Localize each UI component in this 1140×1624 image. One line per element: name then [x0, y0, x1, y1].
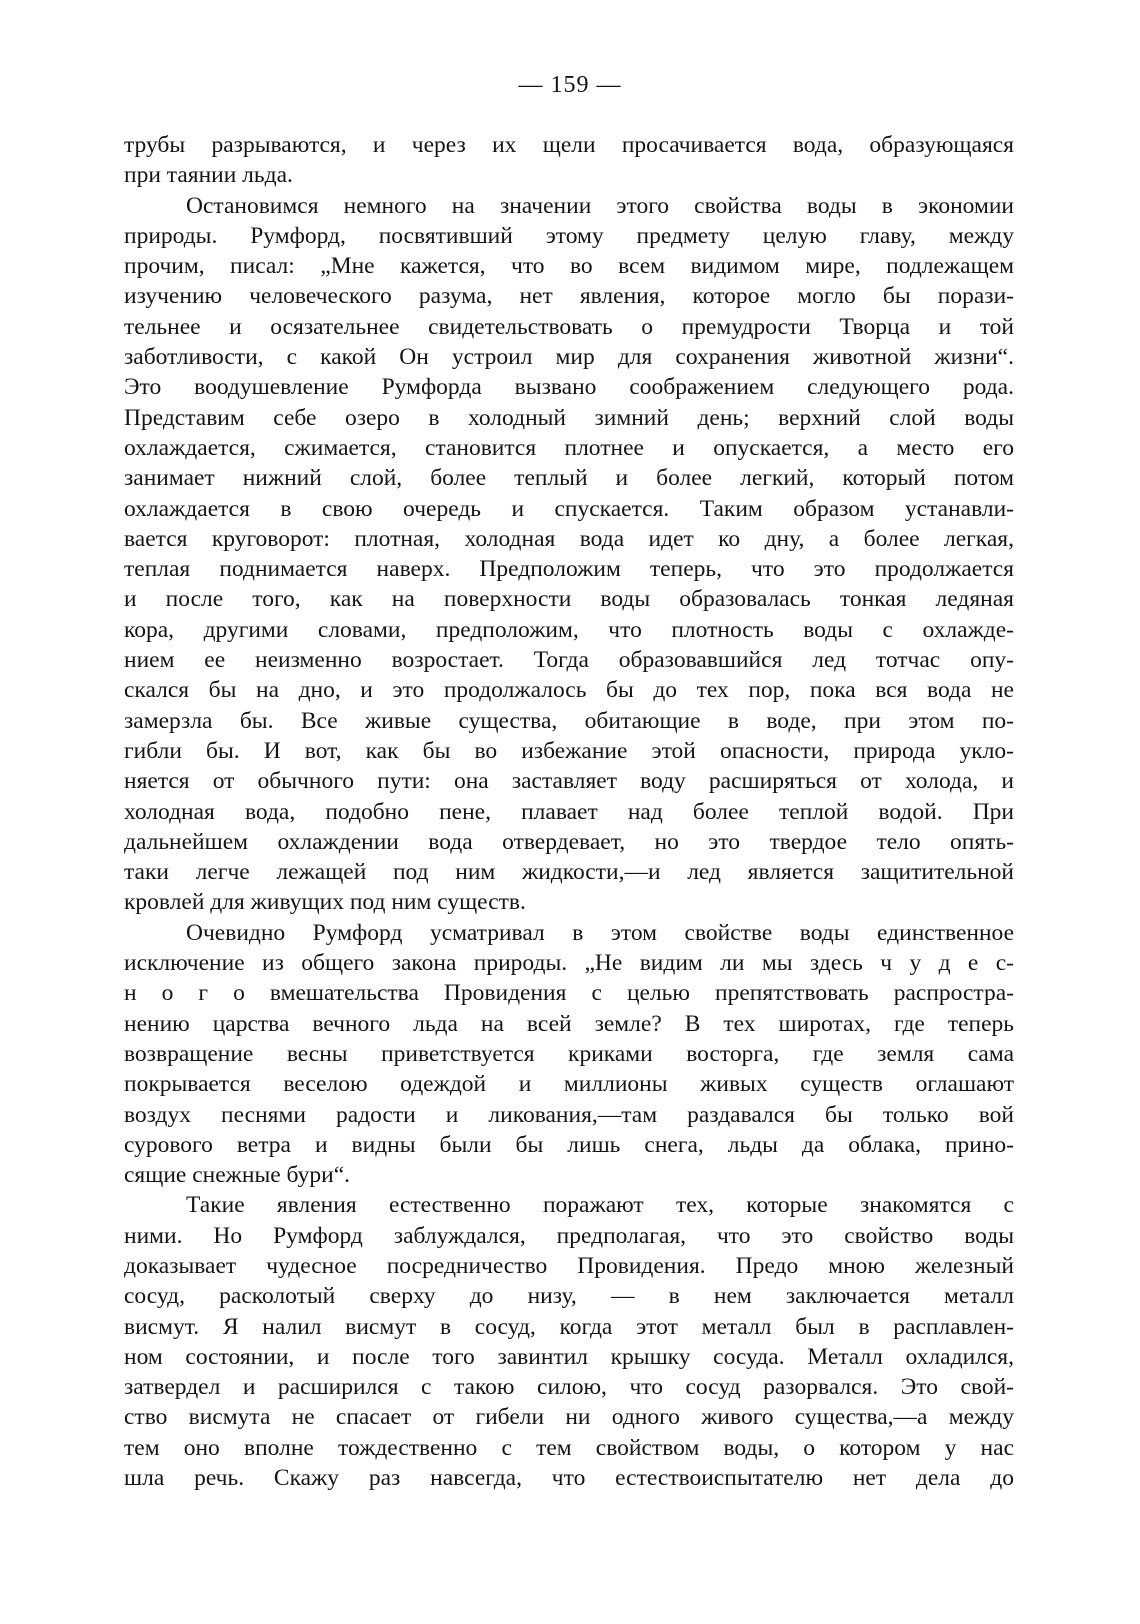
- text-line: прочим, писал: „Мне кажется, что во всем видимом мире, подлежащем: [124, 253, 1014, 280]
- text-line: висмут. Я налил висмут в сосуд, когда этот металл был в расплавлен-: [124, 1313, 1014, 1340]
- text-line: няется от обычного пути: она заставляет воду расширяться от холода, и: [124, 768, 1014, 795]
- text-line: замерзла бы. Все живые существа, обитающие в воде, при этом по-: [124, 707, 1014, 734]
- text-line: охлаждается в свою очередь и спускается. Таким образом устанавли-: [124, 495, 1014, 522]
- text-line: теплая поднимается наверх. Предположим теперь, что это продолжается: [124, 556, 1014, 583]
- text-line: таки легче лежащей под ним жидкости,—и лед является защитительной: [124, 859, 1014, 886]
- text-line: тельнее и осязательнее свидетельствовать о премудрости Творца и той: [124, 313, 1014, 340]
- text-line: скался бы на дно, и это продолжалось бы до тех пор, пока вся вода не: [124, 677, 1014, 704]
- text-line: возвращение весны приветствуется криками восторга, где земля сама: [124, 1040, 1014, 1067]
- text-line: сящие снежные бури“.: [124, 1162, 351, 1189]
- text-line: кровлей для живущих под ним существ.: [124, 889, 526, 916]
- text-line: нием ее неизменно возростает. Тогда образовавшийся лед тотчас опу-: [124, 647, 1014, 674]
- text-line: тем оно вполне тождественно с тем свойством воды, о котором у нас: [124, 1434, 1014, 1461]
- text-line: Остановимся немного на значении этого свойства воды в экономии: [186, 192, 1014, 219]
- text-line: нению царства вечного льда на всей земле? В тех широтах, где теперь: [124, 1010, 1014, 1037]
- text-line: заботливости, с какой Он устроил мир для сохранения животной жизни“.: [124, 344, 1014, 371]
- text-line: ними. Но Румфорд заблуждался, предполагая, что это свойство воды: [124, 1222, 1014, 1249]
- text-line: шла речь. Скажу раз навсегда, что естествоиспытателю нет дела до: [124, 1465, 1014, 1492]
- text-line: трубы разрываются, и через их щели просачивается вода, образующаяся: [124, 132, 1014, 158]
- page-number: — 159 —: [518, 72, 622, 98]
- text-line: покрывается веселою одеждой и миллионы живых существ оглашают: [124, 1071, 1014, 1098]
- text-line: Представим себе озеро в холодный зимний день; верхний слой воды: [124, 404, 1014, 431]
- text-line: вается круговорот: плотная, холодная вода идет ко дну, а более легкая,: [124, 525, 1014, 552]
- text-line: и после того, как на поверхности воды образовалась тонкая ледяная: [124, 586, 1014, 613]
- text-line: н о г о вмешательства Провидения с целью препятствовать распростра-: [124, 980, 1014, 1007]
- text-line: гибли бы. И вот, как бы во избежание этой опасности, природа укло-: [124, 737, 1014, 764]
- text-line: сосуд, расколотый сверху до низу, — в нем заключается металл: [124, 1283, 1014, 1310]
- text-line: изучению человеческого разума, нет явления, которое могло бы порази-: [124, 283, 1014, 310]
- text-line: затвердел и расширился с такою силою, что сосуд разорвался. Это свой-: [124, 1374, 1014, 1401]
- text-line: Это воодушевление Румфорда вызвано соображением следующего рода.: [124, 374, 1014, 401]
- text-line: охлаждается, сжимается, становится плотнее и опускается, а место его: [124, 434, 1014, 461]
- text-line: воздух песнями радости и ликования,—там раздавался бы только вой: [124, 1101, 1014, 1128]
- text-line: исключение из общего закона природы. „Не видим ли мы здесь ч у д е с-: [124, 950, 1014, 977]
- text-line: ном состоянии, и после того завинтил крышку сосуда. Металл охладился,: [124, 1343, 1014, 1370]
- text-line: холодная вода, подобно пене, плавает над более теплой водой. При: [124, 798, 1014, 825]
- body-text: [124, 130, 1014, 1493]
- text-line: доказывает чудесное посредничество Провидения. Предо мною железный: [124, 1252, 1014, 1279]
- text-line: кора, другими словами, предположим, что плотность воды с охлажде-: [124, 616, 1014, 643]
- text-line: Такие явления естественно поражают тех, которые знакомятся с: [186, 1192, 1014, 1219]
- text-line: дальнейшем охлаждении вода отвердевает, но это твердое тело опять-: [124, 828, 1014, 855]
- text-line: ство висмута не спасает от гибели ни одного живого существа,—а между: [124, 1404, 1014, 1431]
- text-line: Очевидно Румфорд усматривал в этом свойстве воды единственное: [186, 919, 1014, 946]
- text-line: природы. Румфорд, посвятивший этому предмету целую главу, между: [124, 222, 1014, 249]
- text-line: занимает нижний слой, более теплый и более легкий, который потом: [124, 465, 1014, 492]
- text-line: сурового ветра и видны были бы лишь снега, льды да облака, прино-: [124, 1131, 1014, 1158]
- text-line: при таянии льда.: [124, 162, 293, 189]
